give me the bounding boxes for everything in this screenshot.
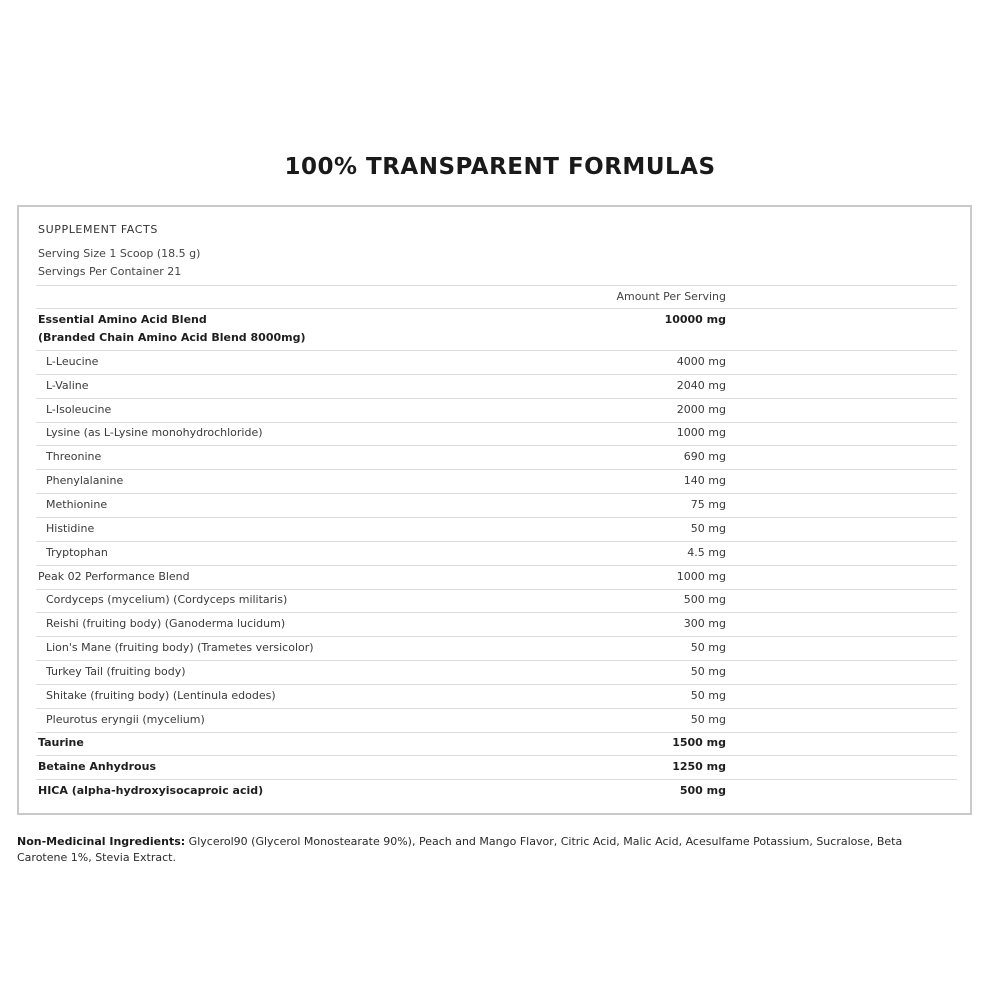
row-name: Shitake (fruiting body) (Lentinula edodes) (46, 689, 276, 702)
row-amount: 4.5 mg (687, 546, 726, 559)
row-name: L-Valine (46, 379, 89, 392)
row-amount: 1000 mg (676, 570, 726, 583)
row-name: Cordyceps (mycelium) (Cordyceps militaris) (46, 593, 288, 606)
row-amount: 50 mg (690, 713, 726, 726)
row-amount: 4000 mg (676, 355, 726, 368)
row-name: Lysine (as L-Lysine monohydrochloride) (46, 426, 263, 439)
row-name: Tryptophan (46, 546, 108, 559)
row-name: Phenylalanine (46, 474, 124, 487)
row-amount: 690 mg (683, 450, 726, 463)
row-name: Histidine (46, 522, 95, 535)
divider (36, 636, 957, 637)
divider (36, 350, 957, 351)
divider (36, 398, 957, 399)
divider (36, 445, 957, 446)
page-headline: 100% TRANSPARENT FORMULAS (284, 154, 716, 180)
row-name: Lion's Mane (fruiting body) (Trametes versicolor) (46, 641, 314, 654)
divider (36, 660, 957, 661)
facts-title: SUPPLEMENT FACTS (38, 223, 158, 236)
row-amount: 500 mg (679, 784, 726, 797)
row-amount: 50 mg (690, 522, 726, 535)
serving-size: Serving Size 1 Scoop (18.5 g) (38, 247, 201, 260)
divider (36, 732, 957, 733)
divider (36, 541, 957, 542)
row-amount: 2000 mg (676, 403, 726, 416)
divider (36, 469, 957, 470)
divider (36, 612, 957, 613)
divider (36, 493, 957, 494)
divider (36, 285, 957, 286)
row-name: Methionine (46, 498, 108, 511)
blend-amount: 10000 mg (664, 313, 726, 326)
divider (36, 708, 957, 709)
row-name: HICA (alpha-hydroxyisocaproic acid) (38, 784, 264, 797)
row-name: Betaine Anhydrous (38, 760, 156, 773)
row-name: L-Isoleucine (46, 403, 112, 416)
divider (36, 779, 957, 780)
row-name: Threonine (46, 450, 102, 463)
row-amount: 1000 mg (676, 426, 726, 439)
divider (36, 755, 957, 756)
ingredients-label: Non-Medicinal Ingredients: (17, 835, 186, 848)
row-amount: 50 mg (690, 641, 726, 654)
servings-per-container: Servings Per Container 21 (38, 265, 182, 278)
amount-header: Amount Per Serving (616, 290, 726, 303)
row-name: Pleurotus eryngii (mycelium) (46, 713, 205, 726)
row-name: Taurine (38, 736, 84, 749)
divider (36, 374, 957, 375)
row-amount: 50 mg (690, 665, 726, 678)
row-name: Reishi (fruiting body) (Ganoderma lucidum) (46, 617, 286, 630)
supplement-facts-panel (17, 205, 972, 815)
divider (36, 589, 957, 590)
non-medicinal-ingredients (17, 834, 952, 866)
row-amount: 300 mg (683, 617, 726, 630)
row-amount: 1250 mg (672, 760, 726, 773)
row-amount: 140 mg (683, 474, 726, 487)
row-name: Turkey Tail (fruiting body) (46, 665, 186, 678)
row-amount: 1500 mg (672, 736, 726, 749)
divider (36, 565, 957, 566)
ingredients-text: Glycerol90 (Glycerol Monostearate 90%), Peach and Mango Flavor, Citric Acid, Malic Acid, Acesulfame Potassium, Sucralose, Beta Carotene 1%, Stevia Extract. (17, 835, 903, 864)
blend-name-line1: Essential Amino Acid Blend (38, 313, 207, 326)
row-amount: 75 mg (690, 498, 726, 511)
blend-name-line2: (Branded Chain Amino Acid Blend 8000mg) (38, 331, 306, 344)
divider (36, 684, 957, 685)
row-name: L-Leucine (46, 355, 99, 368)
row-amount: 2040 mg (676, 379, 726, 392)
divider (36, 517, 957, 518)
divider (36, 422, 957, 423)
row-name: Peak 02 Performance Blend (38, 570, 190, 583)
row-amount: 500 mg (683, 593, 726, 606)
row-amount: 50 mg (690, 689, 726, 702)
divider (36, 308, 957, 309)
